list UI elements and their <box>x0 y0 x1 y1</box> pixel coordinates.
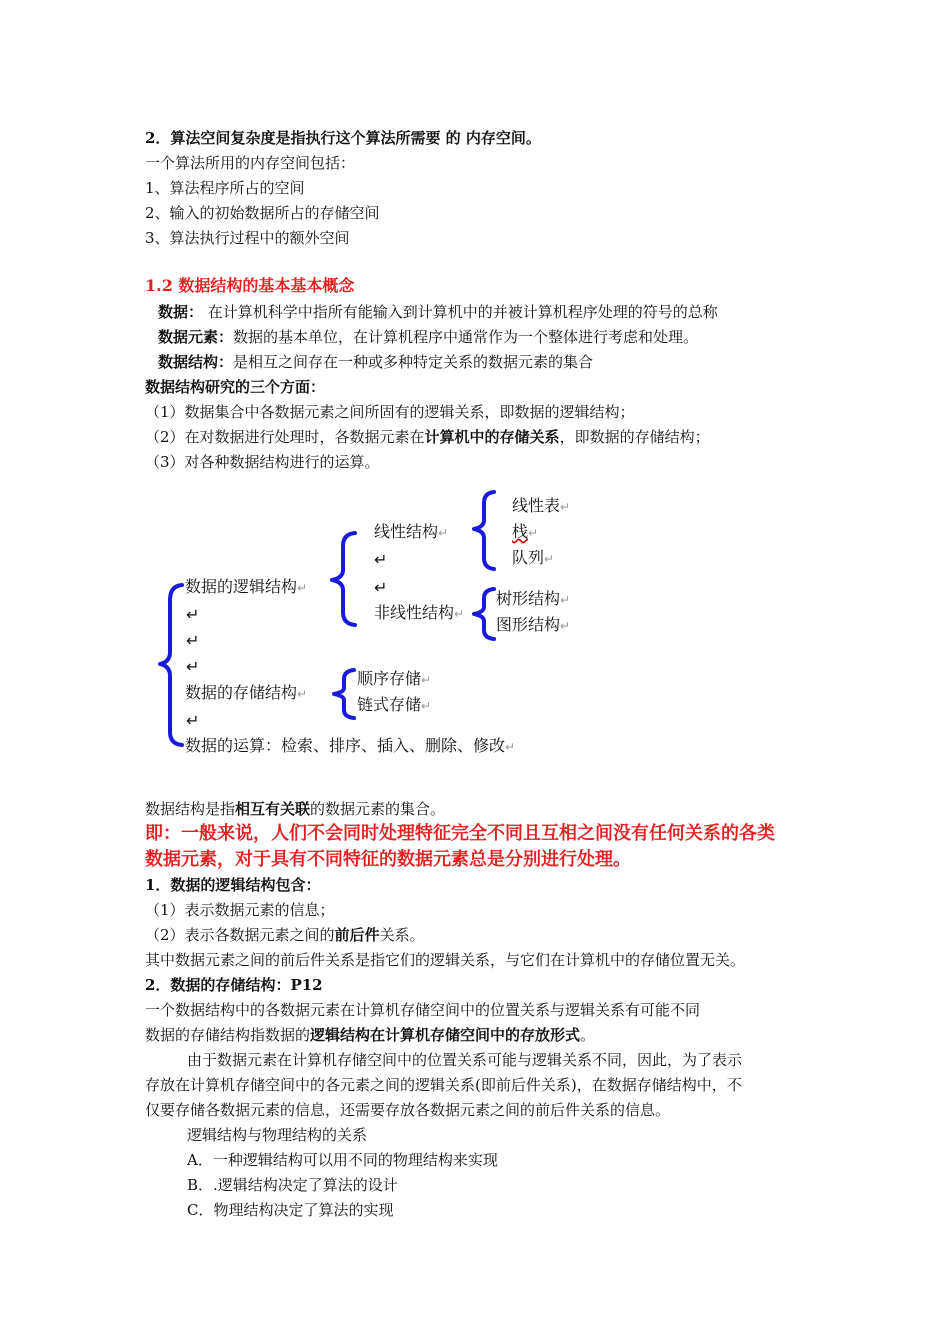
storage-line-2-pre: 数据的存储结构指数据的 <box>145 1026 311 1044</box>
logical-label: 数据的逻辑结构 <box>185 577 298 596</box>
storage-label: 数据的存储结构 <box>185 683 298 702</box>
emphasis-line-2: 数据元素，对于具有不同特征的数据元素总是分别进行处理。 <box>145 849 631 870</box>
storage-line-1: 一个数据结构中的各数据元素在计算机存储空间中的位置关系与逻辑关系有可能不同 <box>145 1001 701 1019</box>
aspect-3: （3）对各种数据结构进行的运算。 <box>145 453 380 471</box>
diagram-linear-list <box>512 496 570 517</box>
return-mark: ↵ <box>374 550 388 569</box>
def-data-term: 数据： <box>158 303 204 321</box>
return-mark: ↵ <box>297 687 308 701</box>
aspect-1: （1）数据集合中各数据元素之间所固有的逻辑关系，即数据的逻辑结构； <box>145 403 635 421</box>
logical-item-2 <box>145 925 425 945</box>
return-mark: ↵ <box>186 605 200 624</box>
diagram-stack <box>512 522 538 543</box>
aspect-2-pre: （2）在对数据进行处理时，各数据元素在 <box>145 428 425 446</box>
diagram-logical <box>185 577 307 598</box>
return-mark: ↵ <box>560 500 571 514</box>
tree-label: 树形结构 <box>496 589 561 608</box>
def-structure-term: 数据结构： <box>158 353 234 371</box>
diagram-sequential <box>357 669 431 690</box>
linear-list-label: 线性表 <box>512 496 561 515</box>
brace-linear <box>474 492 494 569</box>
operations-label: 数据的运算：检索、排序、插入、删除、修改 <box>185 736 506 755</box>
section-title: 1.2 数据结构的基本基本概念 <box>145 276 355 295</box>
space-heading: 2．算法空间复杂度是指执行这个算法所需要 的 内存空间。 <box>145 129 541 147</box>
ds-def-post: 的数据元素的集合。 <box>310 800 446 818</box>
storage-line-2-bold: 逻辑结构在计算机存储空间中的存放形式 <box>310 1026 581 1044</box>
logical-heading: 1．数据的逻辑结构包含： <box>145 876 321 894</box>
aspect-2-bold: 计算机中的存储关系 <box>424 428 560 446</box>
diagram-nonlinear <box>374 603 464 624</box>
para-line-1: 由于数据元素在计算机存储空间中的位置关系可能与逻辑关系不同，因此，为了表示 <box>187 1051 743 1069</box>
nonlinear-label: 非线性结构 <box>374 603 455 622</box>
return-mark: ↵ <box>454 607 465 621</box>
linked-label: 链式存储 <box>357 695 422 714</box>
space-item-2: 2、输入的初始数据所占的存储空间 <box>145 204 380 222</box>
return-mark: ↵ <box>186 711 200 730</box>
relation-title: 逻辑结构与物理结构的关系 <box>187 1126 368 1144</box>
sequential-label: 顺序存储 <box>357 669 422 688</box>
emphasis-line-1: 即：一般来说，人们不会同时处理特征完全不同且互相之间没有任何关系的各类 <box>145 823 775 844</box>
option-a: A．一种逻辑结构可以用不同的物理结构来实现 <box>187 1151 498 1169</box>
graph-label: 图形结构 <box>496 615 561 634</box>
return-mark: ↵ <box>544 552 555 566</box>
aspects-title: 数据结构研究的三个方面： <box>145 378 326 396</box>
return-mark: ↵ <box>560 619 571 633</box>
para-line-2: 存放在计算机存储空间中的各元素之间的逻辑关系(即前后件关系)，在数据存储结构中，不 <box>145 1076 742 1094</box>
diagram-storage <box>185 683 307 704</box>
return-mark: ↵ <box>528 526 539 540</box>
return-mark: ↵ <box>186 631 200 650</box>
storage-line-2-post: 。 <box>580 1026 596 1044</box>
space-item-3: 3、算法执行过程中的额外空间 <box>145 229 350 247</box>
diagram-tree <box>496 589 570 610</box>
space-item-1: 1、算法程序所占的空间 <box>145 179 305 197</box>
option-b: B．.逻辑结构决定了算法的设计 <box>187 1176 398 1194</box>
diagram-graph <box>496 615 570 636</box>
relation-note: 其中数据元素之间的前后件关系是指它们的逻辑关系，与它们在计算机中的存储位置无关。 <box>145 951 746 969</box>
brace-storage <box>334 670 354 718</box>
return-mark: ↵ <box>374 578 388 597</box>
diagram-linear <box>374 522 448 543</box>
def-data-text: 在计算机科学中指所有能输入到计算机中的并被计算机程序处理的符号的总称 <box>203 303 718 321</box>
queue-label: 队列 <box>512 548 545 567</box>
return-mark: ↵ <box>186 657 200 676</box>
storage-line-2 <box>145 1025 595 1045</box>
ds-def-pre: 数据结构是指 <box>145 800 236 818</box>
brace-logical <box>332 533 355 625</box>
return-mark: ↵ <box>560 593 571 607</box>
return-mark: ↵ <box>421 699 432 713</box>
def-element-term: 数据元素： <box>158 328 234 346</box>
return-mark: ↵ <box>297 581 308 595</box>
return-mark: ↵ <box>421 673 432 687</box>
logical-item-2-bold: 前后件 <box>334 926 380 944</box>
ds-def-bold: 相互有关联 <box>235 800 311 818</box>
diagram-operations <box>185 736 515 757</box>
space-intro: 一个算法所用的内存空间包括： <box>145 154 356 172</box>
brace-main <box>160 585 182 745</box>
def-element-text: 数据的基本单位，在计算机程序中通常作为一个整体进行考虑和处理。 <box>233 328 699 346</box>
linear-label: 线性结构 <box>374 522 439 541</box>
def-structure-text: 是相互之间存在一种或多种特定关系的数据元素的集合 <box>233 353 594 371</box>
return-mark: ↵ <box>438 526 449 540</box>
storage-heading: 2．数据的存储结构：P12 <box>145 976 323 994</box>
logical-item-2-pre: （2）表示各数据元素之间的 <box>145 926 335 944</box>
option-c: C．物理结构决定了算法的实现 <box>187 1201 394 1219</box>
stack-label: 栈 <box>512 522 529 541</box>
diagram-linked <box>357 695 431 716</box>
brace-nonlinear <box>474 589 494 639</box>
ds-definition <box>145 799 445 819</box>
logical-item-2-post: 关系。 <box>379 926 425 944</box>
para-line-3: 仅要存储各数据元素的信息，还需要存放各数据元素之间的前后件关系的信息。 <box>145 1101 671 1119</box>
diagram-queue <box>512 548 554 569</box>
logical-item-1: （1）表示数据元素的信息； <box>145 901 335 919</box>
return-mark: ↵ <box>505 740 516 754</box>
aspect-2-post: ，即数据的存储结构； <box>559 428 710 446</box>
